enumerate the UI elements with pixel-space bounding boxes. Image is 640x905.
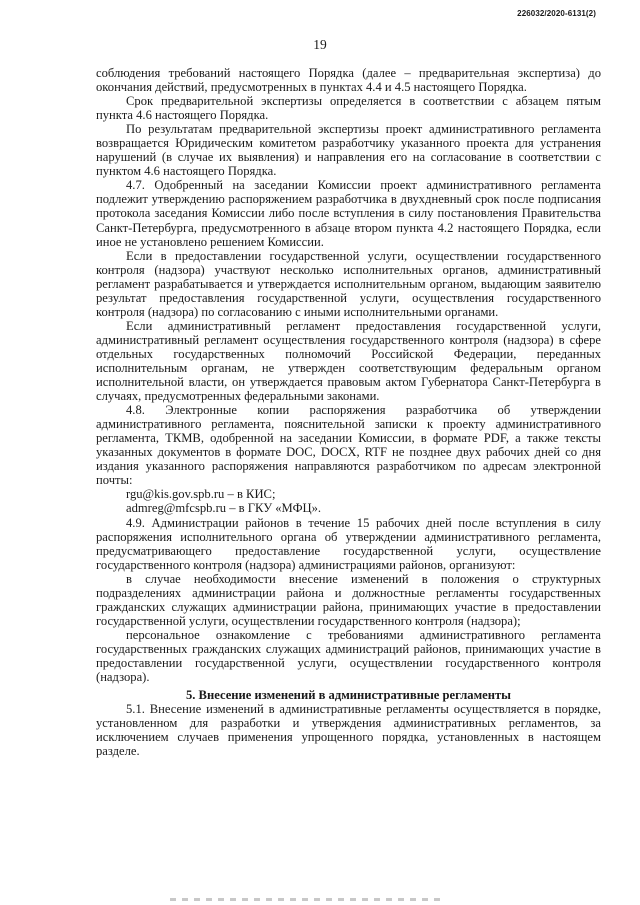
paragraph-4-8: 4.8. Электронные копии распоряжения разработчика об утверждении административного регламента, пояснительной записки к проекту административного регламента, ТКМВ, одобренной на заседании Комиссии, в формате PDF, а также тексты указанных документов в формате DOC, DOCX, RTF не позднее двух рабочих дней со дня издания указанного распоряжения направляются разработчиком по адресам электронной почты: (96, 403, 601, 488)
paragraph-continuation: соблюдения требований настоящего Порядка (далее – предварительная экспертиза) до окончания действий, предусмотренных в пунктах 4.4 и 4.5 настоящего Порядка. (96, 66, 601, 95)
paragraph-structural-changes: в случае необходимости внесение изменений в положения о структурных подразделениях администрации района и должностные регламенты государственных гражданских служащих администрации района, принимающих участие в предоставлении государственной услуги, осуществлении государственного контроля (надзора); (96, 571, 601, 628)
paragraph-expertise-term: Срок предварительной экспертизы определяется в соответствии с абзацем пятым пункта 4.6 настоящего Порядка. (96, 94, 601, 123)
paragraph-5-1: 5.1. Внесение изменений в административные регламенты осуществляется в порядке, установленном для разработки и утверждения административных регламентов, за исключением случаев применения упрощенного порядка, установленных в настоящем разделе. (96, 702, 601, 759)
paragraph-expertise-result: По результатам предварительной экспертизы проект административного регламента возвращается Юридическим комитетом разработчику указанного проекта для устранения нарушений (в случае их выявления) и направления его на согласование в соответствии с пунктом 4.6 настоящего Порядка. (96, 122, 601, 179)
paragraph-4-7: 4.7. Одобренный на заседании Комиссии проект административного регламента подлежит утверждению распоряжением разработчика в двухдневный срок после подписания протокола заседания Комиссии либо после вступления в силу постановления Правительства Санкт-Петербурга, предусмотренного в абзаце втором пункта 4.2 настоящего Порядка, если иное не установлено решением Комиссии. (96, 178, 601, 249)
paragraph-governor-act: Если административный регламент предоставления государственной услуги, административный регламент осуществления государственного контроля (надзора) в сфере отдельных государственных полномочий Российской Федерации, переданных исполнительным органам, не утвержден соответствующим федеральным органом исполнительной власти, он утверждается правовым актом Губернатора Санкт-Петербурга в случаях, предусмотренных федеральными законами. (96, 318, 601, 404)
document-registration-number: 226032/2020-6131(2) (517, 9, 596, 18)
page-number: 19 (313, 37, 327, 52)
footer-scan-marks (170, 898, 440, 901)
email-line-kis: rgu@kis.gov.spb.ru – в КИС; (126, 487, 276, 502)
paragraph-personal-acquaintance: персональное ознакомление с требованиями административного регламента государственных гражданских служащих администраций районов, принимающих участие в предоставлении государственной услуги, осуществлении государственного контроля (надзора). (96, 627, 601, 685)
paragraph-several-organs: Если в предоставлении государственной услуги, осуществлении государственного контроля (надзора) участвуют несколько исполнительных органов, административный регламент разрабатывается и утверждается исполнительным органом, выдающим заявителю результат предоставления государственной услуги, осуществления государственного контроля (надзора) по согласованию с иными исполнительными органами. (96, 248, 601, 319)
document-body (96, 66, 601, 758)
paragraph-4-9: 4.9. Администрации районов в течение 15 рабочих дней после вступления в силу распоряжения исполнительного органа об утверждении административного регламента, предусматривающего предоставление государственной услуги, осуществление государственного контроля (надзора) администрациями районов, организуют: (96, 515, 601, 572)
section-5-title: 5. Внесение изменений в административные регламенты (185, 688, 512, 703)
email-line-mfc: admreg@mfcspb.ru – в ГКУ «МФЦ». (126, 501, 322, 516)
